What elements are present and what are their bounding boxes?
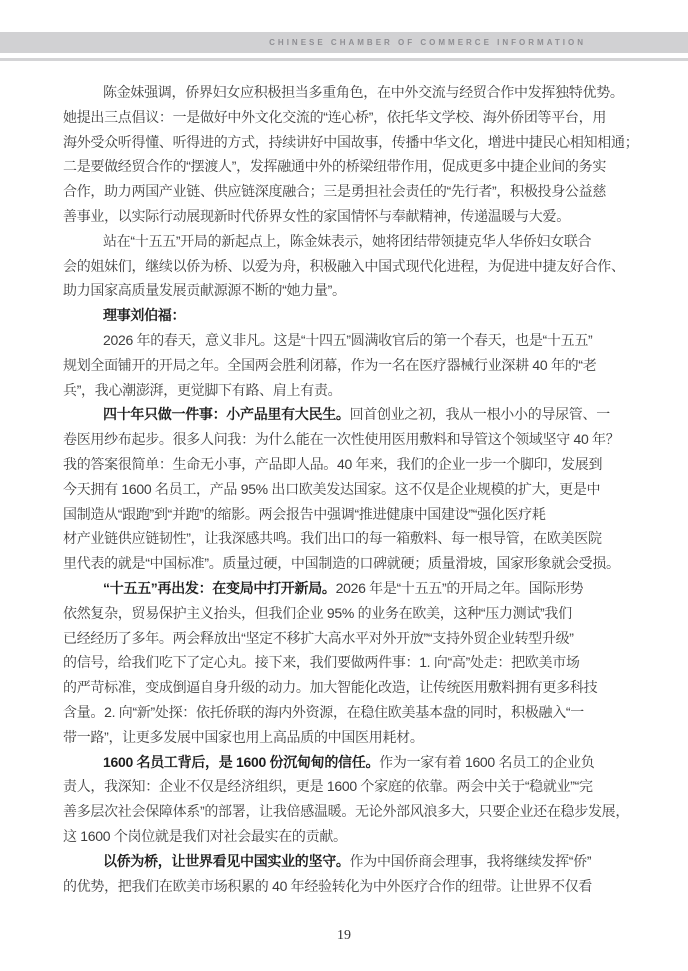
text-line	[63, 402, 625, 427]
text-line	[63, 328, 625, 353]
text-run: 的优势，把我们在欧美市场积累的 40 年经验转化为中外医疗合作的纽带。让世界不仅看	[63, 877, 593, 894]
text-run: 2026 年的春天，意义非凡。这是“十四五”圆满收官后的第一个春天，也是“十五五”	[103, 331, 593, 348]
text-line	[63, 576, 625, 601]
text-run: 这 1600 个岗位就是我们对社会最实在的贡献。	[63, 827, 347, 844]
text-line	[63, 105, 625, 130]
text-line	[63, 526, 625, 551]
text-line	[63, 626, 625, 651]
text-run: 合作，助力两国产业链、供应链深度融合；三是勇担社会责任的“先行者”，积极投身公益慈	[63, 183, 607, 200]
text-line	[63, 278, 625, 303]
text-run: 含量。2. 向“新”处探：依托侨联的海内外资源，在稳住欧美基本盘的同时，积极融入“一	[63, 703, 584, 720]
text-line	[63, 452, 625, 477]
text-line	[63, 725, 625, 750]
masthead-text: CHINESE CHAMBER OF COMMERCE INFORMATION	[269, 38, 586, 47]
text-line	[63, 551, 625, 576]
bold-run: 1600 名员工背后，是 1600 份沉甸甸的信任。	[103, 753, 380, 770]
text-run: 兵”，我心潮澎湃，更觉脚下有路、肩上有责。	[63, 381, 342, 398]
text-line	[63, 254, 625, 279]
text-run: 今天拥有 1600 名员工，产品 95% 出口欧美发达国家。这不仅是企业规模的扩大，更是中	[63, 480, 601, 497]
text-line	[63, 824, 625, 849]
text-run: 卷医用纱布起步。很多人问我：为什么能在一次性使用医用敷料和导管这个领域坚守 40 年？	[63, 431, 620, 448]
text-line	[63, 179, 625, 204]
text-run: 回首创业之初，我从一根小小的导尿管、一	[349, 406, 610, 423]
text-run: 二是要做经贸合作的“摆渡人”，发挥融通中外的桥梁纽带作用，促成更多中捷企业间的务实	[63, 158, 607, 175]
text-line	[63, 502, 625, 527]
bold-run: 以侨为桥，让世界看见中国实业的坚守。	[103, 852, 350, 869]
text-line	[63, 650, 625, 675]
text-run: 她提出三点倡议：一是做好中外文化交流的“连心桥”，依托华文学校、海外侨团等平台，用	[63, 108, 607, 125]
text-line	[63, 154, 625, 179]
text-run: 里代表的就是“中国标准”。质量过硬，中国制造的口碑就硬；质量滑坡，国家形象就会受损。	[63, 555, 620, 572]
text-run: 善事业，以实际行动展现新时代侨界女性的家国情怀与奉献精神，传递温暖与大爱。	[63, 207, 570, 224]
bold-run: 四十年只做一件事：小产品里有大民生。	[103, 406, 350, 423]
text-run: 带一路”，让更多发展中国家也用上高品质的中国医用耗材。	[63, 728, 424, 745]
text-run: 海外受众听得懂、听得进的方式，持续讲好中国故事，传播中华文化，增进中捷民心相知相通；	[63, 133, 639, 150]
header-bar	[0, 32, 688, 53]
text-line	[63, 874, 625, 899]
text-run: 作为一家有着 1600 名员工的企业负	[379, 753, 595, 770]
text-line	[63, 750, 625, 775]
text-run: 我的答案很简单：生命无小事，产品即人品。40 年来，我们的企业一步一个脚印，发展到	[63, 455, 603, 472]
text-line	[63, 799, 630, 824]
text-run: 2026 年是“十五五”的开局之年。国际形势	[335, 579, 584, 596]
bold-run: 理事刘伯福：	[103, 307, 186, 324]
text-run: 陈金妹强调，侨界妇女应积极担当多重角色，在中外交流与经贸合作中发挥独特优势。	[103, 84, 624, 100]
text-run: 会的姐妹们，继续以侨为桥、以爱为舟，积极融入中国式现代化进程，为促进中捷友好合作、	[63, 257, 625, 274]
text-run: 善多层次社会保障体系”的部署，让我倍感温暖。无论外部风浪多大，只要企业还在稳步发展，	[63, 803, 630, 820]
text-line	[63, 204, 625, 229]
text-run: 国制造从“跟跑”到“并跑”的缩影。两会报告中强调“推进健康中国建设”“强化医疗耗	[63, 505, 546, 522]
text-run: 已经经历了多年。两会释放出“坚定不移扩大高水平对外开放”“支持外贸企业转型升级”	[63, 629, 574, 646]
text-run: 规划全面铺开的开局之年。全国两会胜利闭幕，作为一名在医疗器械行业深耕 40 年的“老	[63, 356, 597, 373]
article-body	[63, 80, 639, 898]
text-run: 作为中国侨商会理事，我将继续发挥“侨”	[349, 852, 592, 869]
text-line	[63, 700, 625, 725]
text-run: 依然复杂，贸易保护主义抬头，但我们企业 95% 的业务在欧美，这种“压力测试”我们	[63, 604, 572, 621]
text-line	[63, 427, 625, 452]
text-line	[63, 229, 625, 254]
text-line	[63, 601, 625, 626]
text-line	[63, 477, 625, 502]
text-run: 站在“十五五”开局的新起点上，陈金妹表示，她将团结带领捷克华人华侨妇女联合	[103, 232, 592, 249]
text-line	[63, 849, 625, 874]
text-line	[63, 774, 625, 799]
text-run: 助力国家高质量发展贡献源源不断的“她力量”。	[63, 282, 346, 299]
header-divider-rule	[0, 58, 688, 61]
text-line	[63, 130, 639, 155]
text-run: 的信号，给我们吃下了定心丸。接下来，我们要做两件事：1. 向“高”处走：把欧美市场	[63, 654, 580, 671]
text-line	[63, 303, 625, 328]
text-line	[63, 80, 625, 105]
text-run: 的严苛标准，变成倒逼自身升级的动力。加大智能化改造，让传统医用敷料拥有更多科技	[63, 679, 598, 696]
text-line	[63, 353, 625, 378]
text-run: 材产业链供应链韧性”，让我深感共鸣。我们出口的每一箱敷料、每一根导管，在欧美医院	[63, 530, 602, 547]
text-line	[63, 378, 625, 403]
text-run: 责人，我深知：企业不仅是经济组织，更是 1600 个家庭的依靠。两会中关于“稳就业”“完	[63, 778, 593, 795]
text-line	[63, 675, 625, 700]
bold-run: “十五五”再出发：在变局中打开新局。	[103, 579, 336, 596]
page-number: 19	[337, 928, 351, 943]
